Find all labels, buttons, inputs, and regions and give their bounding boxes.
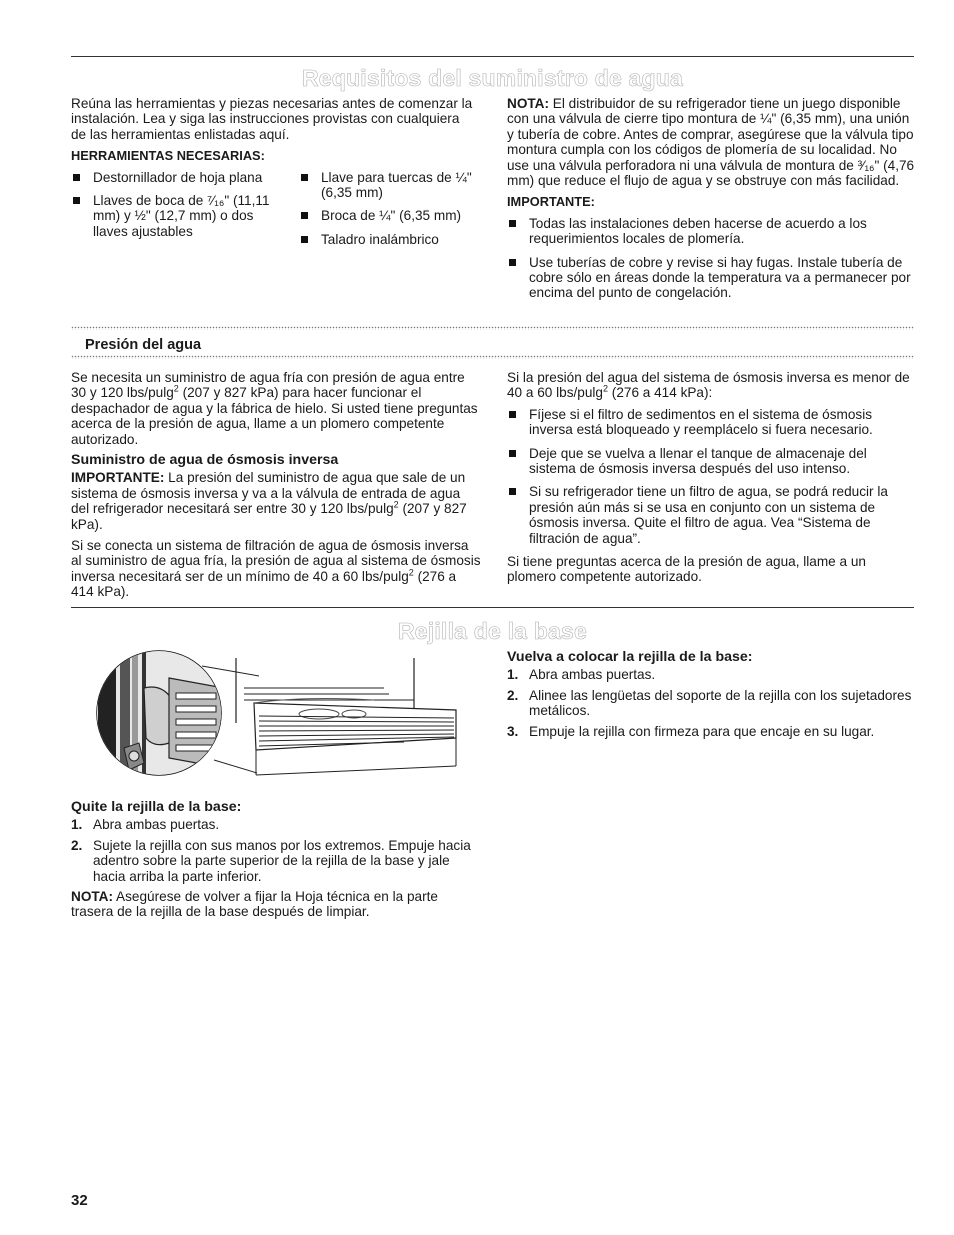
remove-step bbox=[71, 838, 481, 884]
remove-grille-heading: Quite la rejilla de la base: bbox=[71, 799, 242, 815]
step-text: Empuje la rejilla con firmeza para que encaje en su lugar. bbox=[529, 723, 875, 739]
step-number: 1. bbox=[71, 817, 83, 833]
note-label: NOTA: bbox=[507, 96, 550, 111]
dotted-rule-bottom bbox=[71, 355, 914, 359]
ro-low-pressure-intro bbox=[507, 370, 912, 401]
note-label: NOTA: bbox=[71, 889, 114, 905]
dotted-rule-top bbox=[71, 326, 914, 330]
text-span: (207 y 827 kPa) para hacer funcionar el despachador de agua y la fábrica de hielo. Si usted tiene preguntas acerca de la presión de agua, llame a un plomero competente autorizado. bbox=[71, 385, 478, 447]
note-text: El distribuidor de su refrigerador tiene un juego disponible con una válvula de cierre tipo montura de ¼" (6,35 mm), una unión y tubería de cobre. Antes de comprar, asegúrese que la válvula tipo montura cumpla con los códigos de plomería de su localidad. No use una válvula perforadora ni una válvula de montura de ³⁄₁₆" (4,76 mm) que reduce el flujo de agua y se obstruye con más facilidad. bbox=[507, 96, 915, 189]
section-title-water-supply: Requisitos del suministro de agua bbox=[301, 65, 684, 91]
superscript: 2 bbox=[393, 499, 399, 510]
tool-item: Destornillador de hoja plana bbox=[71, 170, 281, 185]
page-number: 32 bbox=[71, 1192, 88, 1209]
grille-left-column bbox=[71, 798, 481, 926]
step-text: Sujete la rejilla con sus manos por los extremos. Empuje hacia adentro sobre la parte superior de la rejilla de la base y jale hacia arriba la parte inferior. bbox=[93, 837, 471, 884]
step-number: 2. bbox=[507, 687, 519, 703]
pressure-outro: Si tiene preguntas acerca de la presión de agua, llame a un plomero competente autorizado. bbox=[507, 554, 866, 585]
ro-check-item: Fíjese si el filtro de sedimentos en el sistema de ósmosis inversa está bloqueado y reemplácelo si fuera necesario. bbox=[507, 407, 912, 438]
step-number: 2. bbox=[71, 837, 83, 853]
grille-right-column bbox=[507, 648, 912, 744]
water-supply-left-column bbox=[71, 96, 476, 255]
note-text: Asegúrese de volver a fijar la Hoja técnica en la parte trasera de la rejilla de la base después de limpiar. bbox=[71, 889, 438, 920]
tool-item: Taladro inalámbrico bbox=[299, 232, 475, 247]
remove-step bbox=[71, 817, 481, 832]
ro-important-paragraph bbox=[71, 470, 481, 532]
step-text: Alinee las lengüetas del soporte de la rejilla con los sujetadores metálicos. bbox=[529, 687, 912, 719]
important-item: Use tuberías de cobre y revise si hay fugas. Instale tubería de cobre sólo en áreas donde la temperatura va a permanecer por encima del punto de congelación. bbox=[507, 255, 917, 301]
important-label: IMPORTANTE: bbox=[71, 470, 165, 486]
replace-step bbox=[507, 667, 912, 682]
ro-filtration-paragraph bbox=[71, 538, 481, 600]
tools-lists bbox=[71, 170, 476, 256]
tool-item: Llaves de boca de ⁷⁄₁₆" (11,11 mm) y ½" (12,7 mm) o dos llaves ajustables bbox=[71, 193, 281, 239]
pressure-paragraph bbox=[71, 370, 481, 447]
replace-step bbox=[507, 724, 912, 739]
text-span: (276 a 414 kPa): bbox=[608, 385, 713, 401]
pressure-left-column bbox=[71, 370, 481, 606]
middle-rule bbox=[71, 607, 914, 608]
grille-note bbox=[71, 889, 481, 920]
important-list bbox=[507, 216, 917, 301]
tool-item: Broca de ¼" (6,35 mm) bbox=[299, 208, 475, 223]
text-span: La presión del suministro de agua que sale de un sistema de ósmosis inversa y va a la válvula de entrada de agua del refrigerador necesitará ser entre 30 y 120 lbs/pulg bbox=[71, 470, 466, 517]
important-heading: IMPORTANTE: bbox=[507, 194, 595, 210]
superscript: 2 bbox=[173, 383, 179, 394]
superscript: 2 bbox=[408, 567, 414, 578]
step-number: 3. bbox=[507, 723, 519, 739]
text-span: (207 y 827 kPa). bbox=[71, 501, 467, 532]
tool-item: Llave para tuercas de ¼" (6,35 mm) bbox=[299, 170, 475, 201]
tools-list-1 bbox=[71, 170, 281, 256]
ro-check-item: Deje que se vuelva a llenar el tanque de almacenaje del sistema de ósmosis inversa después del uso intenso. bbox=[507, 446, 912, 477]
text-span: Si la presión del agua del sistema de ósmosis inversa es menor de 40 a 60 lbs/pulg bbox=[507, 370, 910, 401]
ro-checklist bbox=[507, 407, 912, 546]
remove-steps bbox=[71, 817, 481, 884]
step-text: Abra ambas puertas. bbox=[529, 667, 656, 683]
replace-step bbox=[507, 688, 912, 719]
ro-check-item: Si su refrigerador tiene un filtro de agua, se podrá reducir la presión aún más si se usa en conjunto con un sistema de ósmosis inversa. Quite el filtro de agua. Vea “Sistema de filtración de agua”. bbox=[507, 484, 912, 546]
intro-text: Reúna las herramientas y piezas necesarias antes de comenzar la instalación. Lea y siga las instrucciones provistas con cualquiera de las herramientas enlistadas aquí. bbox=[71, 96, 473, 142]
grille-drawing bbox=[84, 648, 464, 783]
important-item: Todas las instalaciones deben hacerse de acuerdo a los requerimientos locales de plomería. bbox=[507, 216, 917, 247]
replace-steps bbox=[507, 667, 912, 739]
note-paragraph bbox=[507, 96, 917, 188]
water-supply-right-column bbox=[507, 96, 917, 309]
superscript: 2 bbox=[603, 383, 609, 394]
text-span: Si se conecta un sistema de filtración de agua de ósmosis inversa al suministro de agua fría, la presión de agua al sistema de ósmosis inversa necesitará ser de un mínimo de 40 a 60 lbs/pulg bbox=[71, 538, 481, 584]
section-title-base-grille: Rejilla de la base bbox=[398, 618, 587, 644]
step-number: 1. bbox=[507, 667, 519, 683]
text-span: (276 a 414 kPa). bbox=[71, 568, 457, 600]
ro-heading: Suministro de agua de ósmosis inversa bbox=[71, 452, 339, 469]
base-grille-illustration bbox=[84, 648, 464, 783]
tools-list-2 bbox=[299, 170, 475, 256]
top-rule bbox=[71, 56, 914, 57]
step-text: Abra ambas puertas. bbox=[93, 817, 220, 833]
pressure-heading: Presión del agua bbox=[85, 337, 202, 353]
pressure-right-column bbox=[507, 370, 912, 591]
tools-heading: HERRAMIENTAS NECESARIAS: bbox=[71, 148, 265, 164]
replace-grille-heading: Vuelva a colocar la rejilla de la base: bbox=[507, 649, 753, 665]
text-span: Se necesita un suministro de agua fría con presión de agua entre 30 y 120 lbs/pulg bbox=[71, 370, 465, 401]
